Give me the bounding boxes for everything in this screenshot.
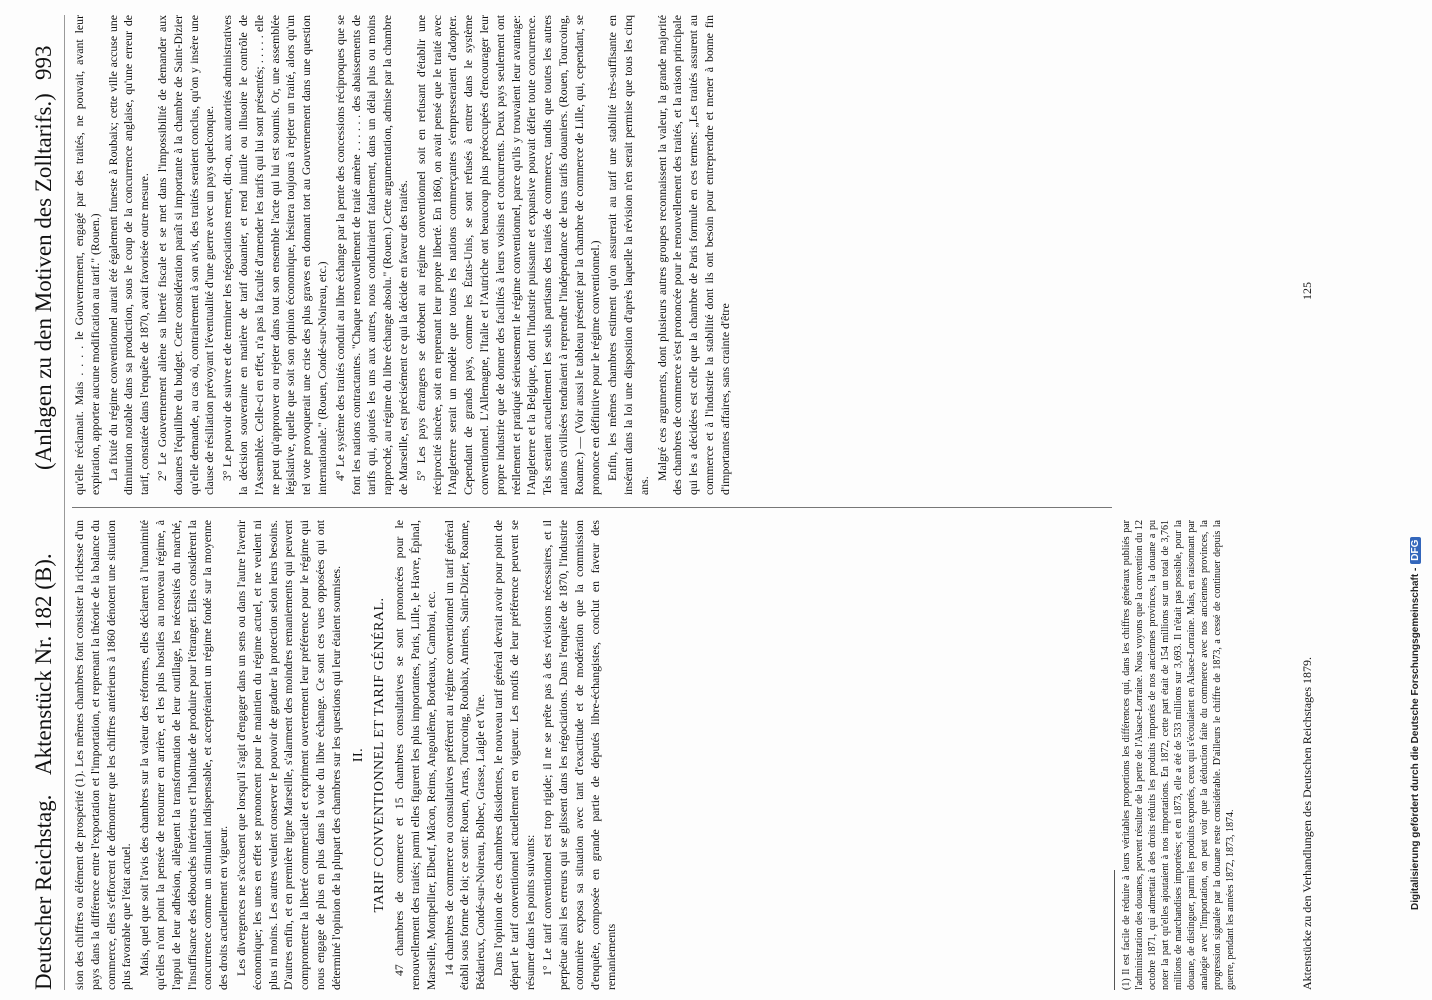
section-title: TARIF CONVENTIONNEL ET TARIF GÉNÉRAL. — [372, 597, 388, 913]
paragraph: sion des chiffres ou élément de prospérité (1). Les mêmes chambres font consister la richesse d'un pays dans la différence entre l'exportation et l'importation, et reprenant la théorie de la balance du commerce, elles s'efforcent de démontrer que les chiffres antérieurs à 1860 dénotent une situation plus favorable que l'état actuel. — [72, 520, 134, 990]
paragraph: qu'elle réclamait. Mais . . . . le Gouvernement, engagé par des traités, ne pouvait, avant leur expiration, apporter aucune modification au tarif." (Rouen.) — [72, 15, 102, 495]
paragraph: Enfin, les mêmes chambres estiment qu'on assurerait au tarif une stabilité très-suffisante en insérant dans la loi une disposition d'après laquelle la révision n'en serait permise que tous les cinq ans. — [605, 15, 651, 495]
paragraph: 4° Le système des traités conduit au libre échange par la pente des concessions réciproques que se font les nations contractantes. "Chaque renouvellement de traité amène . . . . . . des abaissements de tarifs qui, ajoutés les uns aux autres, nous conduiraient fatalement, dans un délai plus ou moins rapproché, au régime du libre échange absolu." (Rouen.) Cette argumentation, admise par la chambre de Marseille, est précisément ce qui la décide en faveur des traités. — [332, 15, 410, 495]
column-right — [72, 15, 1112, 495]
header-center: Aktenstück Nr. 182 (B). — [31, 553, 56, 775]
column-divider — [72, 507, 1112, 508]
signature-mark: 125 — [1300, 282, 1314, 300]
paragraph: 14 chambres de commerce ou consultatives préfèrent au régime conventionnel un tarif général établi sous forme de loi; ce sont: Rouen, Arras, Tourcoing, Roubaix, Amiens, Saint-Dizier, Roanne, Bédarieux, Condé-sur-Noireau, Bolbec, Grasse, Laigle et Vire. — [441, 520, 488, 990]
header-right-title: (Anlagen zu den Motiven des Zolltarifs.) — [31, 93, 56, 470]
digitization-credit — [1410, 30, 1430, 930]
header-page-number: 993 — [31, 45, 56, 80]
column-left — [72, 520, 1112, 990]
paragraph: 3° Le pouvoir de suivre et de terminer les négociations remet, dit-on, aux autorités administratives la décision souveraine en matière de tarif douanier, et rend inutile ou illusoire le contrôle de l'Assemblée. Celle-ci en effet, n'a pas la faculté d'amender les tarifs qui lui sont présentés; . . . . . elle ne peut qu'approuver ou rejeter dans tout son ensemble l'acte qui lui est soumis. Or, une assemblée législative, quelle que soit son opinion économique, hésitera toujours à rejeter un traité, alors qu'un tel vote provoquerait une crise des plus graves en donnant tort au Gouvernement dans une question internationale." (Rouen, Condé-sur-Noireau, etc.) — [220, 15, 329, 495]
paragraph: Les divergences ne s'accusent que lorsqu'il s'agit d'engager dans un sens ou dans l'autre l'avenir économique; les unes en effet se prononcent pour le maintien du régime actuel, et ne veulent ni plus ni moins. Les autres veulent conserver le pouvoir de graduer la protection selon leurs besoins. D'autres enfin, et en première ligne Marseille, s'alarment des moindres remaniements qui peuvent compromettre la liberté commerciale et expriment ouvertement leur préférence pour le régime qui nous engage de plus en plus dans la voie du libre échange. Ce sont ces vues opposées qui ont déterminé l'opinion de la plupart des chambres sur les questions qui leur étaient soumises. — [233, 520, 343, 990]
page-footer: Aktenstücke zu den Verhandlungen des Deutschen Reichstages 1879. — [1300, 656, 1314, 990]
running-header — [28, 15, 65, 990]
footnote-rule — [1114, 870, 1115, 990]
paragraph: Malgré ces arguments, dont plusieurs autres groupes reconnaissent la valeur, la grande majorité des chambres de commerce s'est prononcée pour le renouvellement des traités, et la raison principale qui les a décidées est celle que la chambre de Paris formule en ces termes: „Les traités assurent au commerce et à l'industrie la stabilité dont ils ont besoin pour entreprendre et mener à bonne fin d'importantes affaires, sans crainte d'être — [654, 15, 732, 495]
footnote: (1) Il est facile de réduire à leurs véritables proportions les différences qui, dans les chiffres généraux publiés par l'administration des douanes, peuvent résulter de la perte de l'Alsace-Lorraine. Nous voyons que la convention du 12 octobre 1871, qui admettait à des droits réduits les produits importés de nos anciennes provinces, la douane a pu noter la part qu'elles ajoutaient à nos importations. En 1872, cette part était de 154 millions sur un total de 3,761 millions de marchandises importées; et en 1873, elle a été de 533 millions sur 3,693. Il n'était pas possible, pour la douane, de distinguer, parmi les produits exportés, ceux qui s'écoulaient en Alsace-Lorraine. Mais, en raisonnant par analogie avec l'importation, on peut voir que la déduction faite du commerce avec nos anciennes provinces, la progression signalée par la douane reste considérable. D'ailleurs le chiffre de 1873, a cessé de continuer depuis la guerre, pendant les années 1872, 1873, 1874. — [1121, 520, 1236, 990]
paragraph: 47 chambres de commerce et 15 chambres consultatives se sont prononcées pour le renouvellement des traités; parmi elles figurent les plus importantes, Paris, Lille, le Havre, Épinal, Marseille, Montpellier, Elbeuf, Mâcon, Reims, Angoulême, Bordeaux, Cambrai, etc. — [392, 520, 438, 990]
paragraph: Dans l'opinion de ces chambres dissidentes, le nouveau tarif général devrait avoir pour point de départ le tarif conventionnel actuellement en vigueur. Les motifs de leur préférence peuvent se résumer dans les points suivants: — [490, 520, 537, 990]
section-number: II. — [350, 747, 366, 763]
credit-text: Digitalisierung gefördert durch die Deutsche Forschungsgemeinschaft - — [1410, 567, 1421, 910]
dfg-logo: DFG — [1410, 537, 1421, 564]
paragraph: La fixité du régime conventionnel aurait été également funeste à Roubaix; cette ville accuse une diminution notable dans sa production, sous le coup de la concurrence anglaise, qu'une erreur de tarif, constatée dans l'enquête de 1870, avait favorisée outre mesure. — [105, 15, 152, 495]
paragraph: 2° Le Gouvernement aliène sa liberté fiscale et se met dans l'impossibilité de demander aux douanes l'équilibre du budget. Cette considération paraît si importante à la chambre de Saint-Dizier qu'elle demande, au cas où, contrairement à son avis, des traités seraient conclus, qu'on y insère une clause de résiliation prévoyant l'éventualité d'une guerre avec un pays quelconque. — [154, 15, 217, 495]
paragraph: Mais, quel que soit l'avis des chambres sur la valeur des réformes, elles déclarent à l'unanimité qu'elles n'ont point la pensée de retourner en arrière, et les plus hostiles au nouveau régime, à l'appui de leur adhésion, allèguent la transformation de leur outillage, les nécessités du marché, l'insuffisance des débouchés intérieurs et l'habitude de produire pour l'étranger. Elles considèrent la concurrence comme un stimulant indispensable, et acceptéraient un régime fondé sur la moyenne des droits actuellement en vigueur. — [137, 520, 231, 990]
paragraph: 5° Les pays étrangers se dérobent au régime conventionnel soit en refusant d'établir une réciprocité sincère, soit en reprenant leur propre liberté. En 1860, on avait pensé que le traité avec l'Angleterre serait un modèle que toutes les nations commerçantes s'empresseraient d'adopter. Cependant de grands pays, comme les États-Unis, se sont refusés à entrer dans le système conventionnel. L'Allemagne, l'Italie et l'Autriche ont beaucoup plus préoccupées d'encourager leur propre industrie que de donner des facilités à leurs voisins et concurrents. Deux pays seulement ont réellement et pratiqué sérieusement le régime conventionnel, parce qu'ils y trouvaient leur avantage: l'Angleterre et la Belgique, dont l'industrie puissante et expansive pouvait défier toute concurrence. Tels seraient actuellement les seuls partisans des traités de commerce, tandis que toutes les autres nations civilisées tendraient à reprendre l'indépendance de leurs tarifs douaniers. (Rouen, Tourcoing, Roanne.) — (Voir aussi le tableau présenté par la chambre de commerce de Lille, qui, cependant, se prononce en définitive pour le régime conventionnel.) — [413, 15, 602, 495]
paragraph: 1° Le tarif conventionnel est trop rigide; il ne se prête pas à des révisions nécessaires, et il perpétue ainsi les erreurs qui se glissent dans les négociations. Dans l'enquête de 1870, l'industrie cotonnière exposa sa situation avec tant d'exactitude et de modération que la commission d'enquête, composée en grande partie de députés libre-échangistes, conclut en faveur des remaniements — [540, 520, 618, 990]
credit-line — [1410, 30, 1421, 910]
header-left: Deutscher Reichstag. — [31, 794, 56, 990]
